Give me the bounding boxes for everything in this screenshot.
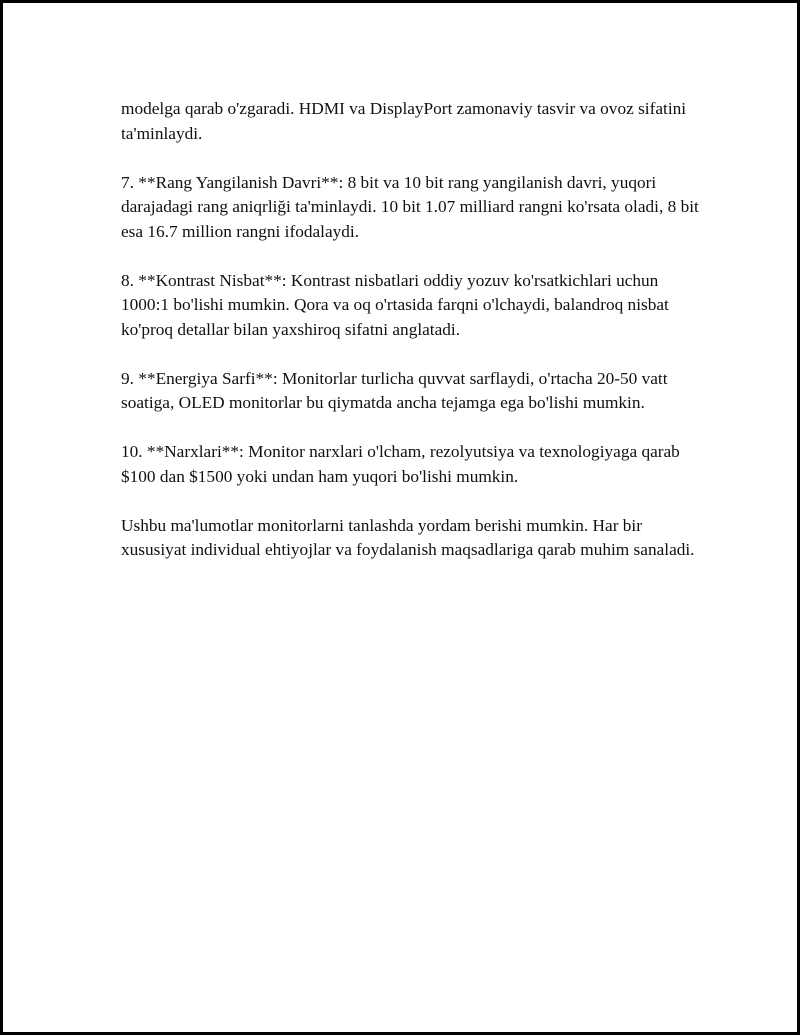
document-body xyxy=(121,97,701,587)
paragraph-color-depth: 7. **Rang Yangilanish Davri**: 8 bit va 10 bit rang yangilanish davri, yuqori darajadagi rang aniqrliği ta'minlaydi. 10 bit 1.07 milliard rangni ko'rsata oladi, 8 bit esa 16.7 million rangni ifodalaydi. xyxy=(121,172,699,241)
paragraph-prices: 10. **Narxlari**: Monitor narxlari o'lcham, rezolyutsiya va texnologiyaga qarab $100 dan $1500 yoki undan ham yuqori bo'lishi mumkin. xyxy=(121,442,680,486)
paragraph-energy-consumption: 9. **Energiya Sarfi**: Monitorlar turlicha quvvat sarflaydi, o'rtacha 20-50 vatt soatiga, OLED monitorlar bu qiymatda ancha tejamga ega bo'lishi mumkin. xyxy=(121,368,668,412)
paragraph-conclusion: Ushbu ma'lumotlar monitorlarni tanlashda yordam berishi mumkin. Har bir xususiyat individual ehtiyojlar va foydalanish maqsadlariga qarab muhim sanaladi. xyxy=(121,515,695,559)
paragraph-display-ports: modelga qarab o'zgaradi. HDMI va DisplayPort zamonaviy tasvir va ovoz sifatini ta'minlaydi. xyxy=(121,99,687,143)
paragraph-contrast-ratio: 8. **Kontrast Nisbat**: Kontrast nisbatlari oddiy yozuv ko'rsatkichlari uchun 1000:1 bo'lishi mumkin. Qora va oq o'rtasida farqni o'lchaydi, balandroq nisbat ko'proq detallar bilan yaxshiroq sifatni anglatadi. xyxy=(121,270,669,339)
